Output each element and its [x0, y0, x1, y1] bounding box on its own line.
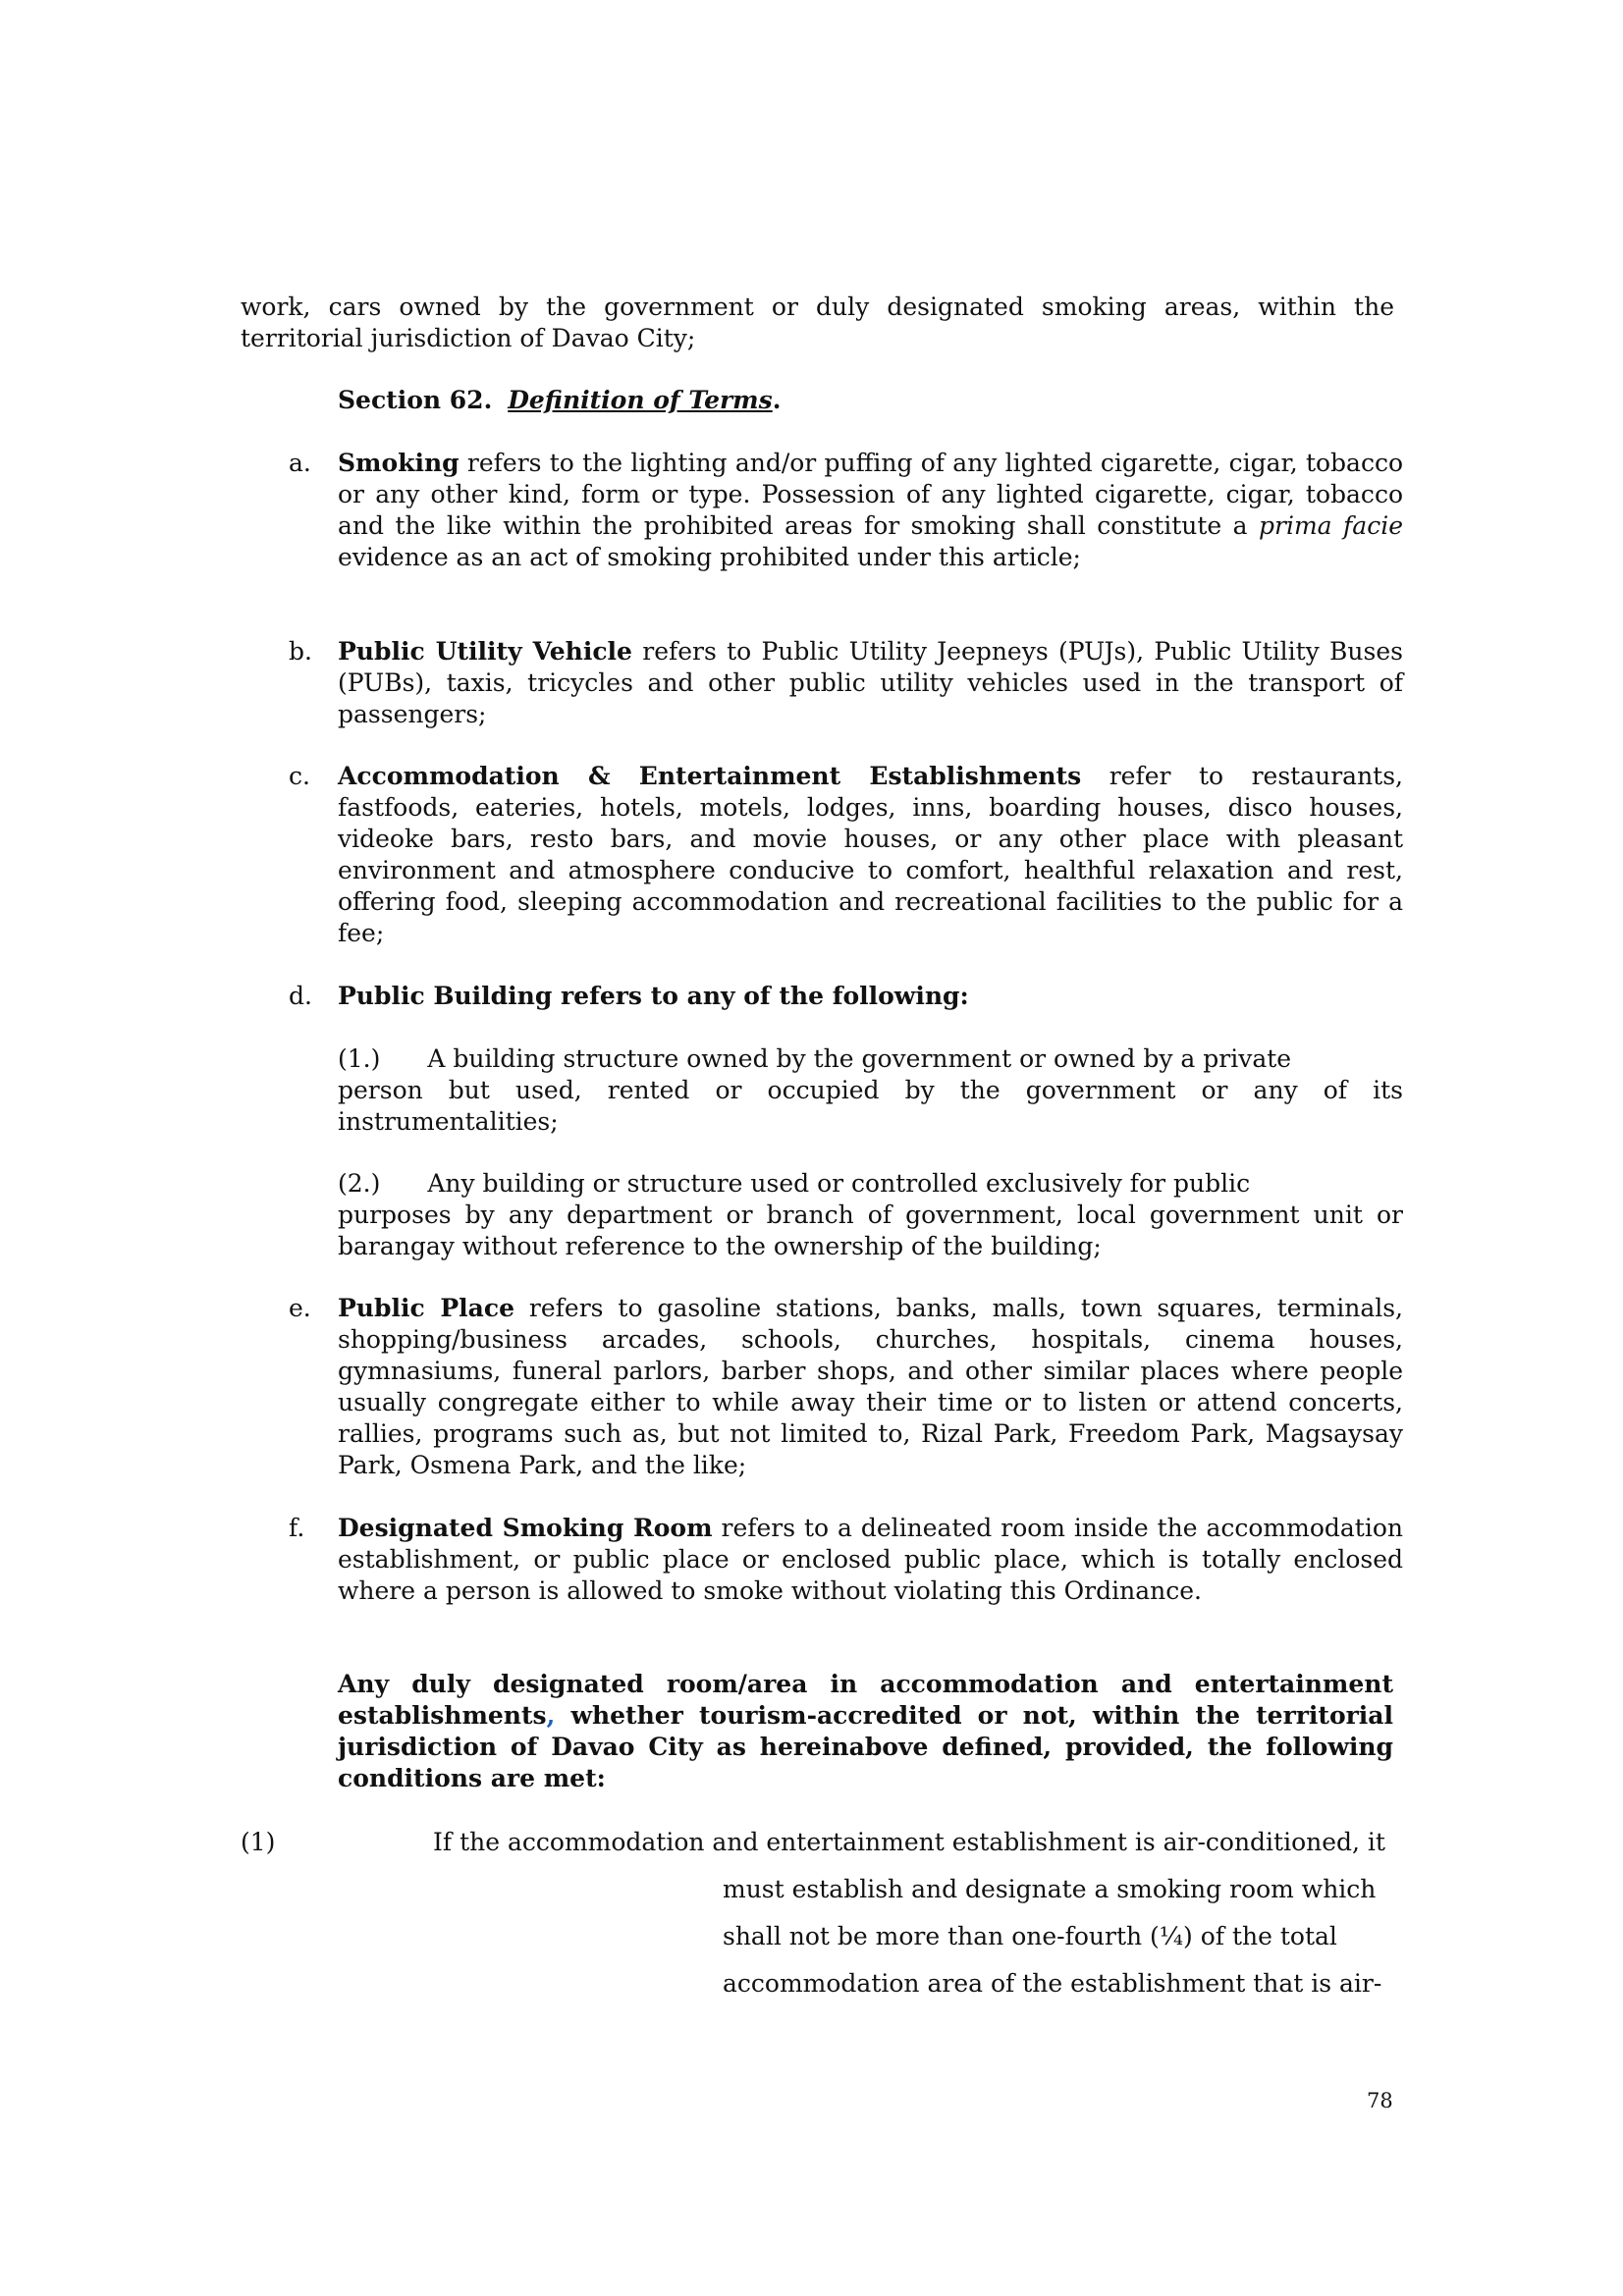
term-public-place: Public Place — [338, 1294, 514, 1322]
condition-1-line4: accommodation area of the establishment that is air- — [723, 1969, 1382, 1998]
section-number: Section 62. — [338, 386, 493, 414]
item-c-definition: Accommodation & Entertainment Establishments refer to restaurants, fastfoods, eateries, hotels, motels, lodges, inns, boarding houses, disco houses, videoke bars, resto bars, and movie houses, or any other place with pleasant environment and atmosphere conducive to comfort, healthful relaxation and rest, offering food, sleeping accommodation and recreational facilities to the public for a fee; — [338, 762, 1403, 947]
item-e-definition: Public Place refers to gasoline stations, banks, malls, town squares, terminals, shopping/business arcades, schools, churches, hospitals, cinema houses, gymnasiums, funeral parlors, barber shops, and other similar places where people usually congregate either to while away their time or to listen or attend concerts, rallies, programs such as, but not limited to, Rizal Park, Freedom Park, Magsaysay Park, Osmena Park, and the like; — [338, 1294, 1403, 1479]
section-heading: Section 62. Definition of Terms. — [338, 386, 782, 414]
item-d-sub1: (1.) A building structure owned by the government or owned by a private person but used, rented or occupied by the government or any of its instrumentalities; — [338, 1044, 1403, 1136]
term-smoking: Smoking — [338, 449, 460, 477]
designated-area-paragraph: Any duly designated room/area in accommodation and entertainment establishments, whether tourism-accredited or not, within the territorial jurisdiction of Davao City as hereinabove defined, provided, the following conditions are met: — [338, 1670, 1393, 1792]
condition-1-label: (1) — [241, 1828, 276, 1856]
item-b-definition: Public Utility Vehicle refers to Public Utility Jeepneys (PUJs), Public Utility Buses (PUBs), taxis, tricycles and other public utility vehicles used in the transport of passengers; — [338, 637, 1403, 728]
item-c-label: c. — [289, 762, 310, 790]
item-d-heading: Public Building refers to any of the following: — [338, 982, 969, 1010]
item-d-sub2-label: (2.) — [338, 1169, 381, 1198]
condition-1-line2: must establish and designate a smoking room which — [723, 1875, 1377, 1903]
term-designated-smoking-room: Designated Smoking Room — [338, 1514, 713, 1542]
item-f-label: f. — [289, 1514, 305, 1542]
term-public-utility-vehicle: Public Utility Vehicle — [338, 637, 632, 666]
item-f-definition: Designated Smoking Room refers to a delineated room inside the accommodation establishment, or public place or enclosed public place, which is totally enclosed where a person is allowed to smoke without violating this Ordinance. — [338, 1514, 1403, 1605]
item-b-label: b. — [289, 637, 312, 666]
item-d-sub1-label: (1.) — [338, 1044, 381, 1073]
item-d-sub2: (2.) Any building or structure used or controlled exclusively for public purposes by any department or branch of government, local government unit or barangay without reference to the ownership of the building; — [338, 1169, 1403, 1260]
intro-paragraph: work, cars owned by the government or duly designated smoking areas, within the territorial jurisdiction of Davao City; — [241, 293, 1394, 352]
term-accommodation-entertainment: Accommodation & Entertainment Establishments — [338, 762, 1082, 790]
condition-1-line3: shall not be more than one-fourth (¼) of the total — [723, 1922, 1337, 1950]
condition-1-line1: If the accommodation and entertainment establishment is air-conditioned, it — [433, 1828, 1385, 1856]
section-title: Definition of Terms — [508, 386, 773, 414]
item-d-label: d. — [289, 982, 312, 1010]
page-number: 78 — [1367, 2089, 1393, 2112]
item-a-definition: Smoking refers to the lighting and/or puffing of any lighted cigarette, cigar, tobacco or any other kind, form or type. Possession of any lighted cigarette, cigar, tobacco and the like within the prohibited areas for smoking shall constitute a prima facie evidence as an act of smoking prohibited under this article; — [338, 449, 1403, 571]
item-e-label: e. — [289, 1294, 311, 1322]
item-a-label: a. — [289, 449, 311, 477]
